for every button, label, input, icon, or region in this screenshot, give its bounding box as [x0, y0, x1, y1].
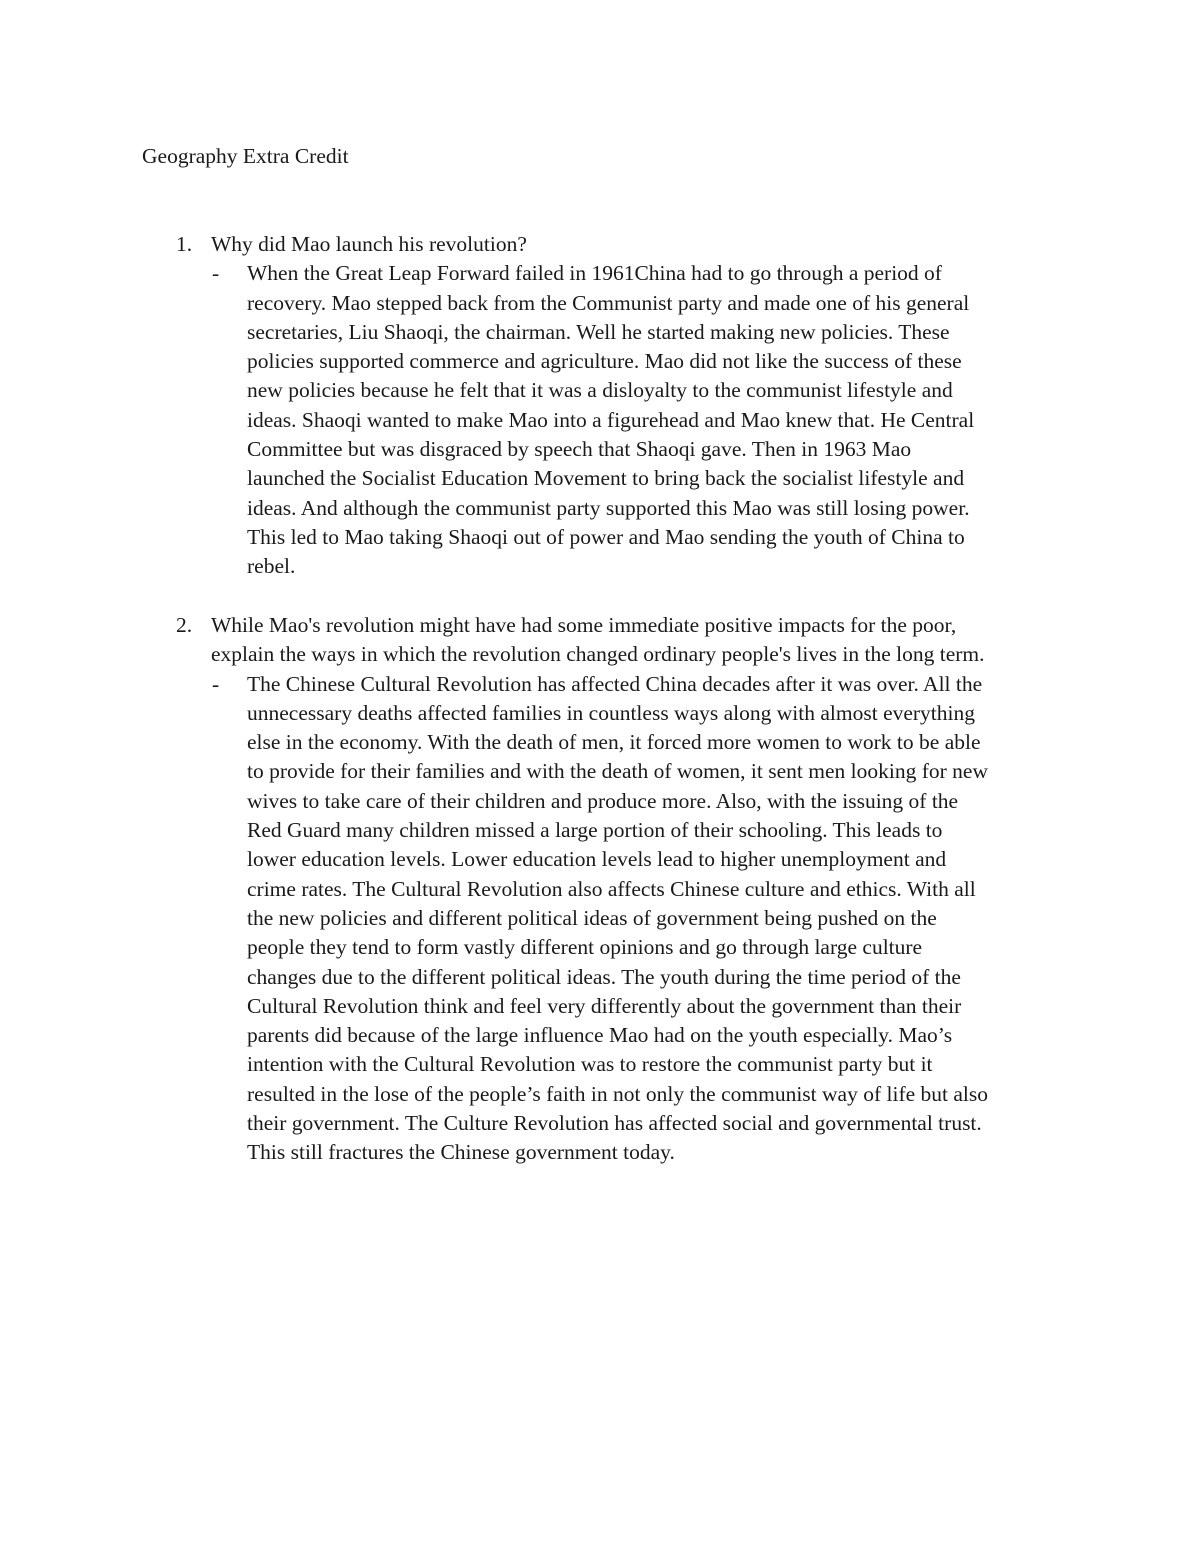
answer-line: new policies because he felt that it was a disloyalty to the communist lifestyle and [247, 378, 953, 403]
question-number: 1. [176, 232, 193, 256]
answer-line: else in the economy. With the death of men, it forced more women to work to be able [247, 730, 981, 755]
answer-line: resulted in the lose of the people’s faith in not only the communist way of life but also [247, 1081, 989, 1106]
answer-line: ideas. Shaoqi wanted to make Mao into a figurehead and Mao knew that. He Central [247, 407, 975, 432]
answer-line: wives to take care of their children and produce more. Also, with the issuing of the [247, 788, 959, 813]
document-title: Geography Extra Credit [142, 144, 349, 168]
answer-line: people they tend to form vastly different opinions and go through large culture [247, 935, 923, 960]
question-1 [142, 230, 1102, 582]
question-2 [142, 611, 1102, 1168]
answer-line: Red Guard many children missed a large portion of their schooling. This leads to [247, 818, 943, 843]
answer-line: launched the Socialist Education Movement to bring back the socialist lifestyle and [247, 466, 965, 491]
answer-line: their government. The Culture Revolution has affected social and governmental trust. [247, 1111, 982, 1136]
answer-line: the new policies and different political ideas of government being pushed on the [247, 905, 937, 930]
question-number: 2. [176, 613, 193, 637]
answer-line: parents did because of the large influence Mao had on the youth especially. Mao’s [247, 1023, 953, 1048]
answer-line: intention with the Cultural Revolution was to restore the communist party but it [247, 1052, 933, 1077]
answer-line: Cultural Revolution think and feel very differently about the government than their [247, 993, 962, 1018]
bullet-dash: - [212, 671, 220, 696]
answer-block [142, 259, 1102, 581]
answer-line: changes due to the different political ideas. The youth during the time period of the [247, 964, 961, 989]
answer-line: Committee but was disgraced by speech that Shaoqi gave. Then in 1963 Mao [247, 437, 912, 462]
answer-line: unnecessary deaths affected families in countless ways along with almost everything [247, 700, 976, 725]
answer-line: recovery. Mao stepped back from the Communist party and made one of his general [247, 290, 970, 315]
answer-line: secretaries, Liu Shaoqi, the chairman. Well he started making new policies. These [247, 319, 950, 344]
question-prompt [142, 611, 1102, 670]
question-prompt [142, 230, 1102, 259]
question-text-line: explain the ways in which the revolution changed ordinary people's lives in the long term. [211, 642, 985, 667]
answer-line: When the Great Leap Forward failed in 1961China had to go through a period of [247, 261, 942, 286]
answer-line: This led to Mao taking Shaoqi out of power and Mao sending the youth of China to [247, 524, 965, 549]
answer-line: policies supported commerce and agriculture. Mao did not like the success of these [247, 349, 962, 374]
question-text-line: Why did Mao launch his revolution? [211, 232, 527, 256]
answer-line: This still fractures the Chinese government today. [247, 1140, 675, 1165]
answer-line: rebel. [247, 554, 296, 579]
answer-block [142, 670, 1102, 1168]
answer-line: to provide for their families and with the death of women, it sent men looking for new [247, 759, 988, 784]
answer-line: crime rates. The Cultural Revolution also affects Chinese culture and ethics. With all [247, 876, 976, 901]
answer-line: The Chinese Cultural Revolution has affected China decades after it was over. All the [247, 671, 983, 696]
question-text-line: While Mao's revolution might have had some immediate positive impacts for the poor, [211, 613, 957, 637]
answer-line: lower education levels. Lower education levels lead to higher unemployment and [247, 847, 947, 872]
answer-line: ideas. And although the communist party supported this Mao was still losing power. [247, 495, 970, 520]
bullet-dash: - [212, 261, 220, 286]
